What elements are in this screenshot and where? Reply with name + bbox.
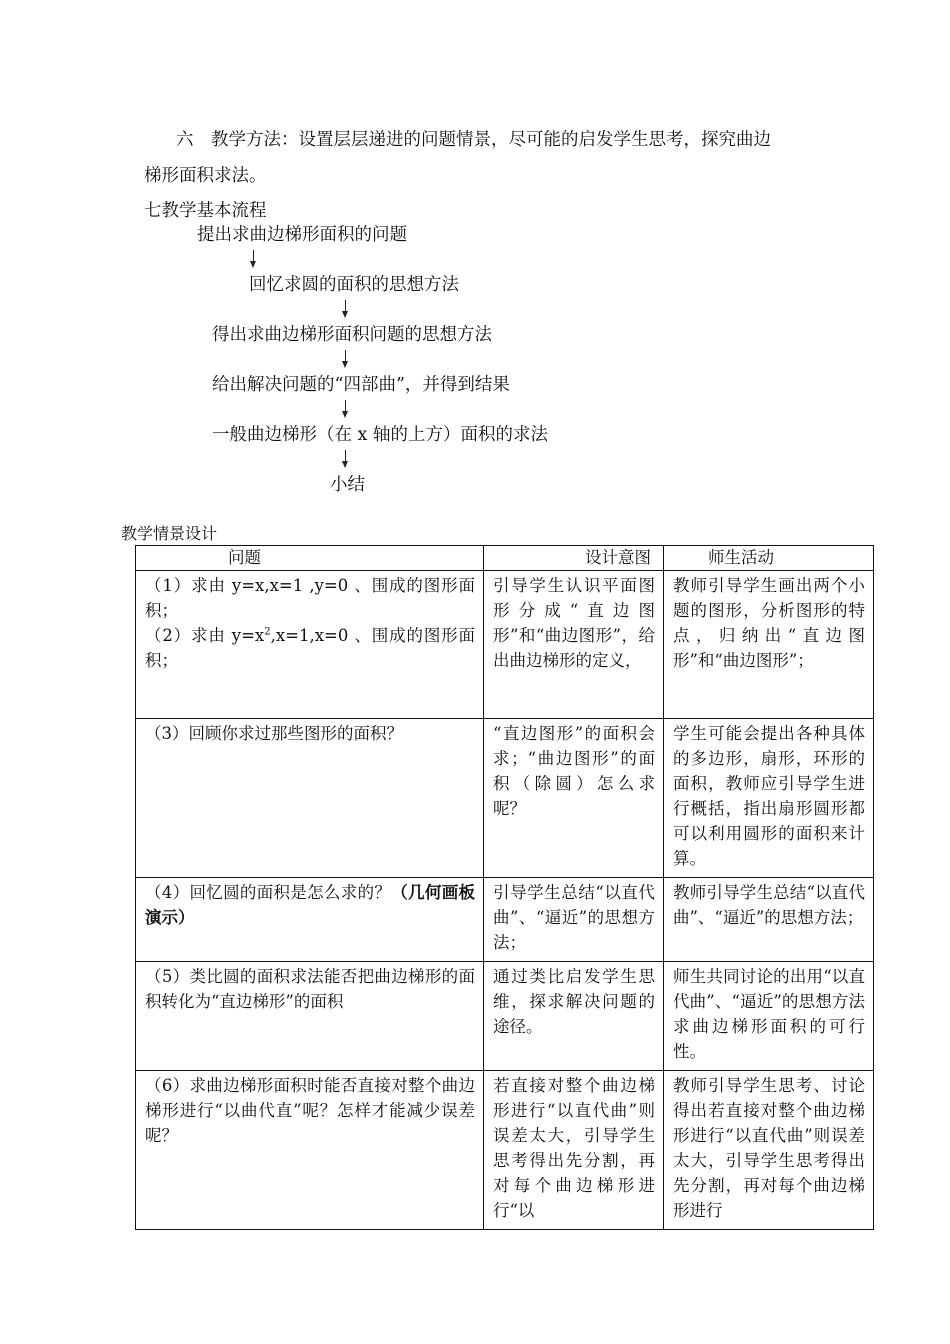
activity-cell: 学生可能会提出各种具体的多边形，扇形，环形的面积，教师应引导学生进行概括，指出扇形圆形都可以利用圆形的面积来计算。 xyxy=(664,719,874,878)
down-arrow-icon xyxy=(340,450,352,468)
activity-cell: 教师引导学生画出两个小题的图形，分析图形的特点，归纳出“直边图形”和“曲边图形”； xyxy=(664,571,874,719)
flow-step-5: 一般曲边梯形（在 x 轴的上方）面积的求法 xyxy=(212,425,548,445)
section7-heading: 七教学基本流程 xyxy=(144,201,267,221)
table-row xyxy=(136,962,874,1071)
activity-cell: 师生共同讨论的出用“以直代曲”、“逼近”的思想方法求曲边梯形面积的可行性。 xyxy=(664,962,874,1071)
table-row xyxy=(136,1071,874,1230)
header-question: 问题 xyxy=(136,546,484,571)
activity-cell: 教师引导学生总结“以直代曲”、“逼近”的思想方法； xyxy=(664,878,874,962)
question-part-2: （2）求由 $y=x^2,x=1,x=0$ 、围成的图形面积； xyxy=(145,626,475,670)
table-row xyxy=(136,571,874,719)
header-activity: 师生活动 xyxy=(664,546,874,571)
flow-step-6: 小结 xyxy=(330,475,365,495)
header-design: 设计意图 xyxy=(484,546,664,571)
section6-line1: 六 教学方法：设置层层递进的问题情景，尽可能的启发学生思考，探究曲边 xyxy=(176,130,771,150)
flow-step-2: 回忆求圆的面积的思想方法 xyxy=(249,275,459,295)
down-arrow-icon xyxy=(340,300,352,318)
table-row xyxy=(136,878,874,962)
table-caption: 教学情景设计 xyxy=(121,524,218,543)
design-cell: “直边图形”的面积会求；“曲边图形”的面积（除圆）怎么求呢？ xyxy=(484,719,664,878)
flow-step-4: 给出解决问题的“四部曲”，并得到结果 xyxy=(212,375,510,395)
table-header-row xyxy=(136,546,874,571)
flow-step-3: 得出求曲边梯形面积问题的思想方法 xyxy=(212,325,492,345)
down-arrow-icon xyxy=(340,400,352,418)
activity-cell: 教师引导学生思考、讨论得出若直接对整个曲边梯形进行“以直代曲”则误差太大，引导学生思考得出先分割，再对每个曲边梯形进行 xyxy=(664,1071,874,1230)
teaching-design-table xyxy=(135,545,874,1230)
question-cell: （3）回顾你求过那些图形的面积？ xyxy=(136,719,484,878)
question-cell: （6）求曲边梯形面积时能否直接对整个曲边梯形进行“以曲代直”呢？怎样才能减少误差呢？ xyxy=(136,1071,484,1230)
down-arrow-icon xyxy=(248,250,260,268)
design-cell: 引导学生总结“以直代曲”、“逼近”的思想方法； xyxy=(484,878,664,962)
question-cell: （5）类比圆的面积求法能否把曲边梯形的面积转化为“直边梯形”的面积 xyxy=(136,962,484,1071)
table-row xyxy=(136,719,874,878)
design-cell: 引导学生认识平面图形分成“直边图形”和“曲边图形”，给出曲边梯形的定义， xyxy=(484,571,664,719)
section6-line2: 梯形面积求法。 xyxy=(144,166,267,186)
question-cell xyxy=(136,571,484,719)
flow-step-1: 提出求曲边梯形面积的问题 xyxy=(197,225,407,245)
down-arrow-icon xyxy=(340,350,352,368)
question-part-1: （1）求由 y=x,x=1 ,y=0 、围成的图形面积； xyxy=(145,576,475,620)
design-cell: 若直接对整个曲边梯形进行“以直代曲”则误差太大，引导学生思考得出先分割，再对每个曲边梯形进行“以 xyxy=(484,1071,664,1230)
design-cell: 通过类比启发学生思维，探求解决问题的途径。 xyxy=(484,962,664,1071)
question-cell: （4）回忆圆的面积是怎么求的？（几何画板演示） xyxy=(136,878,484,962)
